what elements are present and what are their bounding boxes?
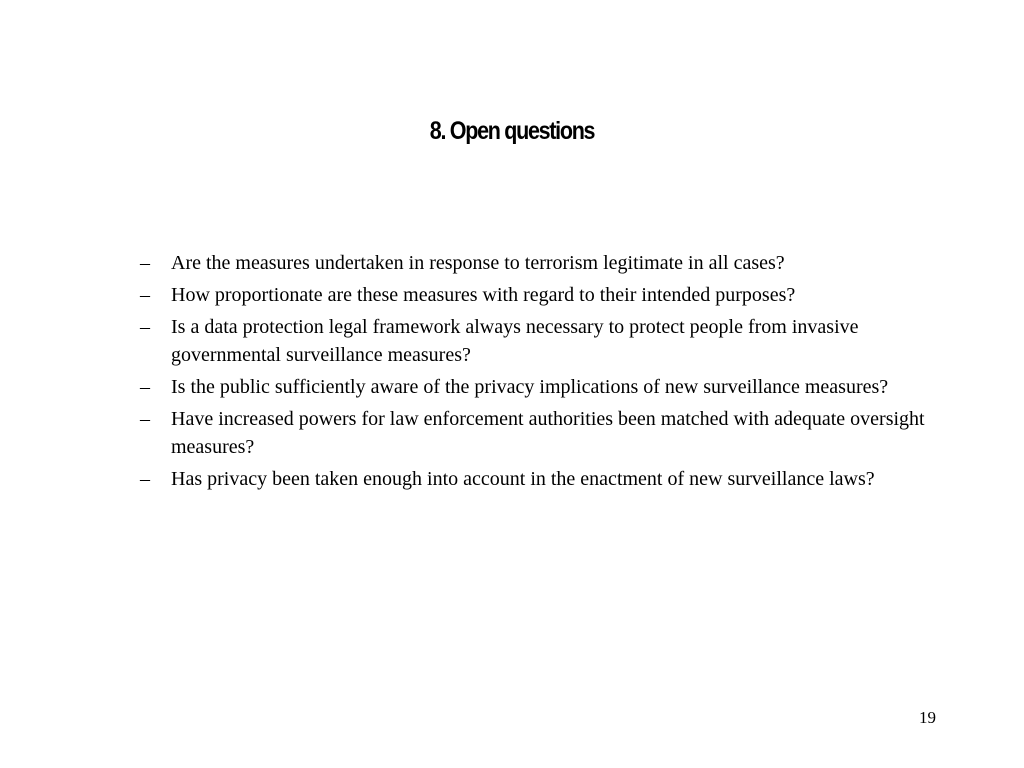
list-item-text: Have increased powers for law enforcement authorities been matched with adequate oversight measures? xyxy=(171,408,925,458)
page-number: 19 xyxy=(919,708,936,727)
list-item xyxy=(140,313,930,369)
list-item-text: Are the measures undertaken in response to terrorism legitimate in all cases? xyxy=(171,252,785,274)
bullet-dash-icon: – xyxy=(140,408,150,430)
bullet-dash-icon: – xyxy=(140,284,150,306)
list-item xyxy=(140,465,930,493)
bullet-dash-icon: – xyxy=(140,316,150,338)
slide-title: 8. Open questions xyxy=(429,117,595,145)
list-item-text: How proportionate are these measures with regard to their intended purposes? xyxy=(171,284,796,306)
bullet-dash-icon: – xyxy=(140,468,150,490)
list-item xyxy=(140,373,930,401)
list-item xyxy=(140,405,930,461)
list-item-text: Is the public sufficiently aware of the privacy implications of new surveillance measures? xyxy=(171,376,889,398)
list-item xyxy=(140,249,930,277)
bullet-dash-icon: – xyxy=(140,252,150,274)
list-item xyxy=(140,281,930,309)
bullet-dash-icon: – xyxy=(140,376,150,398)
list-item-text: Has privacy been taken enough into account in the enactment of new surveillance laws? xyxy=(171,468,875,490)
list-item-text: Is a data protection legal framework always necessary to protect people from invasive governmental surveillance measures? xyxy=(171,316,859,366)
question-list xyxy=(140,249,930,497)
